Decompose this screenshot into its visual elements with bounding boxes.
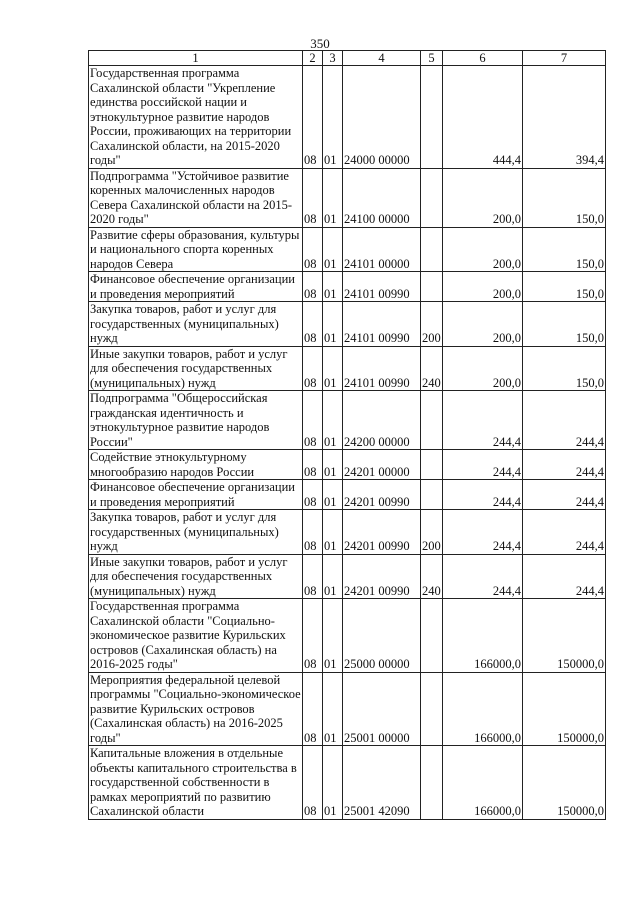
- target-item-code: 24101 00000: [343, 227, 421, 272]
- section-code: 08: [303, 672, 323, 746]
- section-code: 08: [303, 346, 323, 391]
- item-name: Подпрограмма "Устойчивое развитие коренных малочисленных народов Севера Сахалинской области на 2015-2020 годы": [89, 168, 303, 227]
- item-name: Финансовое обеспечение организации и проведения мероприятий: [89, 480, 303, 510]
- target-item-code: 24100 00000: [343, 168, 421, 227]
- section-code: 08: [303, 599, 323, 673]
- header-row: [89, 51, 606, 66]
- expense-type-code: [421, 672, 443, 746]
- amount-col6: 166000,0: [443, 746, 523, 820]
- section-code: 08: [303, 227, 323, 272]
- table-row: [89, 168, 606, 227]
- subsection-code: 01: [323, 510, 343, 555]
- section-code: 08: [303, 450, 323, 480]
- amount-col7: 150000,0: [523, 672, 606, 746]
- expense-type-code: 200: [421, 510, 443, 555]
- table-row: [89, 227, 606, 272]
- amount-col6: 200,0: [443, 227, 523, 272]
- target-item-code: 24101 00990: [343, 346, 421, 391]
- table-row: [89, 391, 606, 450]
- expense-type-code: 200: [421, 302, 443, 347]
- section-code: 08: [303, 272, 323, 302]
- item-name: Финансовое обеспечение организации и проведения мероприятий: [89, 272, 303, 302]
- item-name: Государственная программа Сахалинской области "Укрепление единства российской нации и этнокультурное развитие народов России, проживающих на территории Сахалинской области, на 2015-2020 годы": [89, 66, 303, 169]
- table-row: [89, 554, 606, 599]
- amount-col6: 244,4: [443, 391, 523, 450]
- expense-type-code: [421, 480, 443, 510]
- table-row: [89, 480, 606, 510]
- column-header: 3: [323, 51, 343, 66]
- expense-type-code: [421, 450, 443, 480]
- item-name: Закупка товаров, работ и услуг для государственных (муниципальных) нужд: [89, 302, 303, 347]
- amount-col7: 244,4: [523, 554, 606, 599]
- amount-col6: 244,4: [443, 480, 523, 510]
- expense-type-code: [421, 391, 443, 450]
- amount-col7: 244,4: [523, 391, 606, 450]
- target-item-code: 24201 00990: [343, 480, 421, 510]
- amount-col6: 200,0: [443, 346, 523, 391]
- page-number: 350: [310, 36, 330, 51]
- item-name: Мероприятия федеральной целевой программы "Социально-экономическое развитие Курильских островов (Сахалинская область) на 2016-2025 годы": [90, 672, 301, 745]
- amount-col7: 394,4: [523, 66, 606, 169]
- item-name: Закупка товаров, работ и услуг для государственных (муниципальных) нужд: [89, 510, 303, 555]
- target-item-code: 24201 00990: [343, 510, 421, 555]
- amount-col7: 244,4: [523, 510, 606, 555]
- amount-col6: 166000,0: [443, 672, 523, 746]
- item-name: Содействие этнокультурному многообразию народов России: [89, 450, 303, 480]
- table-row: [89, 510, 606, 555]
- subsection-code: 01: [323, 168, 343, 227]
- amount-col7: 244,4: [523, 480, 606, 510]
- target-item-code: 24201 00990: [343, 554, 421, 599]
- amount-col6: 200,0: [443, 302, 523, 347]
- table-row: [89, 450, 606, 480]
- amount-col7: 150,0: [523, 346, 606, 391]
- target-item-code: 24200 00000: [343, 391, 421, 450]
- section-code: 08: [303, 66, 323, 169]
- subsection-code: 01: [323, 391, 343, 450]
- subsection-code: 01: [323, 450, 343, 480]
- table-body: [89, 66, 606, 820]
- amount-col7: 150,0: [523, 302, 606, 347]
- expense-type-code: 240: [421, 346, 443, 391]
- item-name: Развитие сферы образования, культуры и национального спорта коренных народов Севера: [89, 227, 303, 272]
- target-item-code: 24201 00000: [343, 450, 421, 480]
- amount-col6: 244,4: [443, 510, 523, 555]
- subsection-code: 01: [323, 554, 343, 599]
- expense-type-code: [421, 746, 443, 820]
- subsection-code: 01: [323, 302, 343, 347]
- target-item-code: 24000 00000: [343, 66, 421, 169]
- section-code: 08: [303, 302, 323, 347]
- section-code: 08: [303, 391, 323, 450]
- expense-type-code: [421, 66, 443, 169]
- expense-type-code: 240: [421, 554, 443, 599]
- expense-type-code: [421, 227, 443, 272]
- expense-type-code: [421, 272, 443, 302]
- amount-col6: 444,4: [443, 66, 523, 169]
- section-code: 08: [303, 746, 323, 820]
- amount-col7: 150,0: [523, 168, 606, 227]
- subsection-code: 01: [323, 227, 343, 272]
- table-row: [89, 672, 606, 746]
- amount-col6: 244,4: [443, 450, 523, 480]
- subsection-code: 01: [323, 346, 343, 391]
- target-item-code: 24101 00990: [343, 272, 421, 302]
- column-header: 5: [421, 51, 443, 66]
- target-item-code: 25000 00000: [343, 599, 421, 673]
- subsection-code: 01: [323, 672, 343, 746]
- section-code: 08: [303, 480, 323, 510]
- column-header: 1: [89, 51, 303, 66]
- column-header: 7: [523, 51, 606, 66]
- expense-type-code: [421, 168, 443, 227]
- table-row: [89, 346, 606, 391]
- amount-col6: 244,4: [443, 554, 523, 599]
- amount-col7: 244,4: [523, 450, 606, 480]
- amount-col7: 150,0: [523, 272, 606, 302]
- table-row: [89, 272, 606, 302]
- subsection-code: 01: [323, 599, 343, 673]
- subsection-code: 01: [323, 272, 343, 302]
- target-item-code: 25001 00000: [343, 672, 421, 746]
- amount-col7: 150000,0: [523, 599, 606, 673]
- subsection-code: 01: [323, 480, 343, 510]
- column-header: 2: [303, 51, 323, 66]
- item-name: Государственная программа Сахалинской области "Социально-экономическое развитие Курильских островов (Сахалинская область) на 2016-2025 годы": [89, 599, 303, 673]
- table-row: [89, 599, 606, 673]
- target-item-code: 24101 00990: [343, 302, 421, 347]
- expense-type-code: [421, 599, 443, 673]
- target-item-code: 25001 42090: [343, 746, 421, 820]
- subsection-code: 01: [323, 746, 343, 820]
- budget-table: [88, 50, 606, 820]
- section-code: 08: [303, 510, 323, 555]
- section-code: 08: [303, 554, 323, 599]
- item-name: Иные закупки товаров, работ и услуг для обеспечения государственных (муниципальных) нужд: [89, 554, 303, 599]
- item-name: Капитальные вложения в отдельные объекты капитального строительства в государственной собственности в рамках мероприятий по развитию Сахалинской области: [89, 746, 303, 820]
- column-header: 4: [343, 51, 421, 66]
- section-code: 08: [303, 168, 323, 227]
- table-row: [89, 66, 606, 169]
- item-name: Иные закупки товаров, работ и услуг для обеспечения государственных (муниципальных) нужд: [89, 346, 303, 391]
- column-header: 6: [443, 51, 523, 66]
- amount-col6: 200,0: [443, 272, 523, 302]
- table-row: [89, 302, 606, 347]
- item-name: Подпрограмма "Общероссийская гражданская идентичность и этнокультурное развитие народов России": [89, 391, 303, 450]
- amount-col7: 150000,0: [523, 746, 606, 820]
- amount-col7: 150,0: [523, 227, 606, 272]
- table-row: [89, 746, 606, 820]
- amount-col6: 166000,0: [443, 599, 523, 673]
- subsection-code: 01: [323, 66, 343, 169]
- amount-col6: 200,0: [443, 168, 523, 227]
